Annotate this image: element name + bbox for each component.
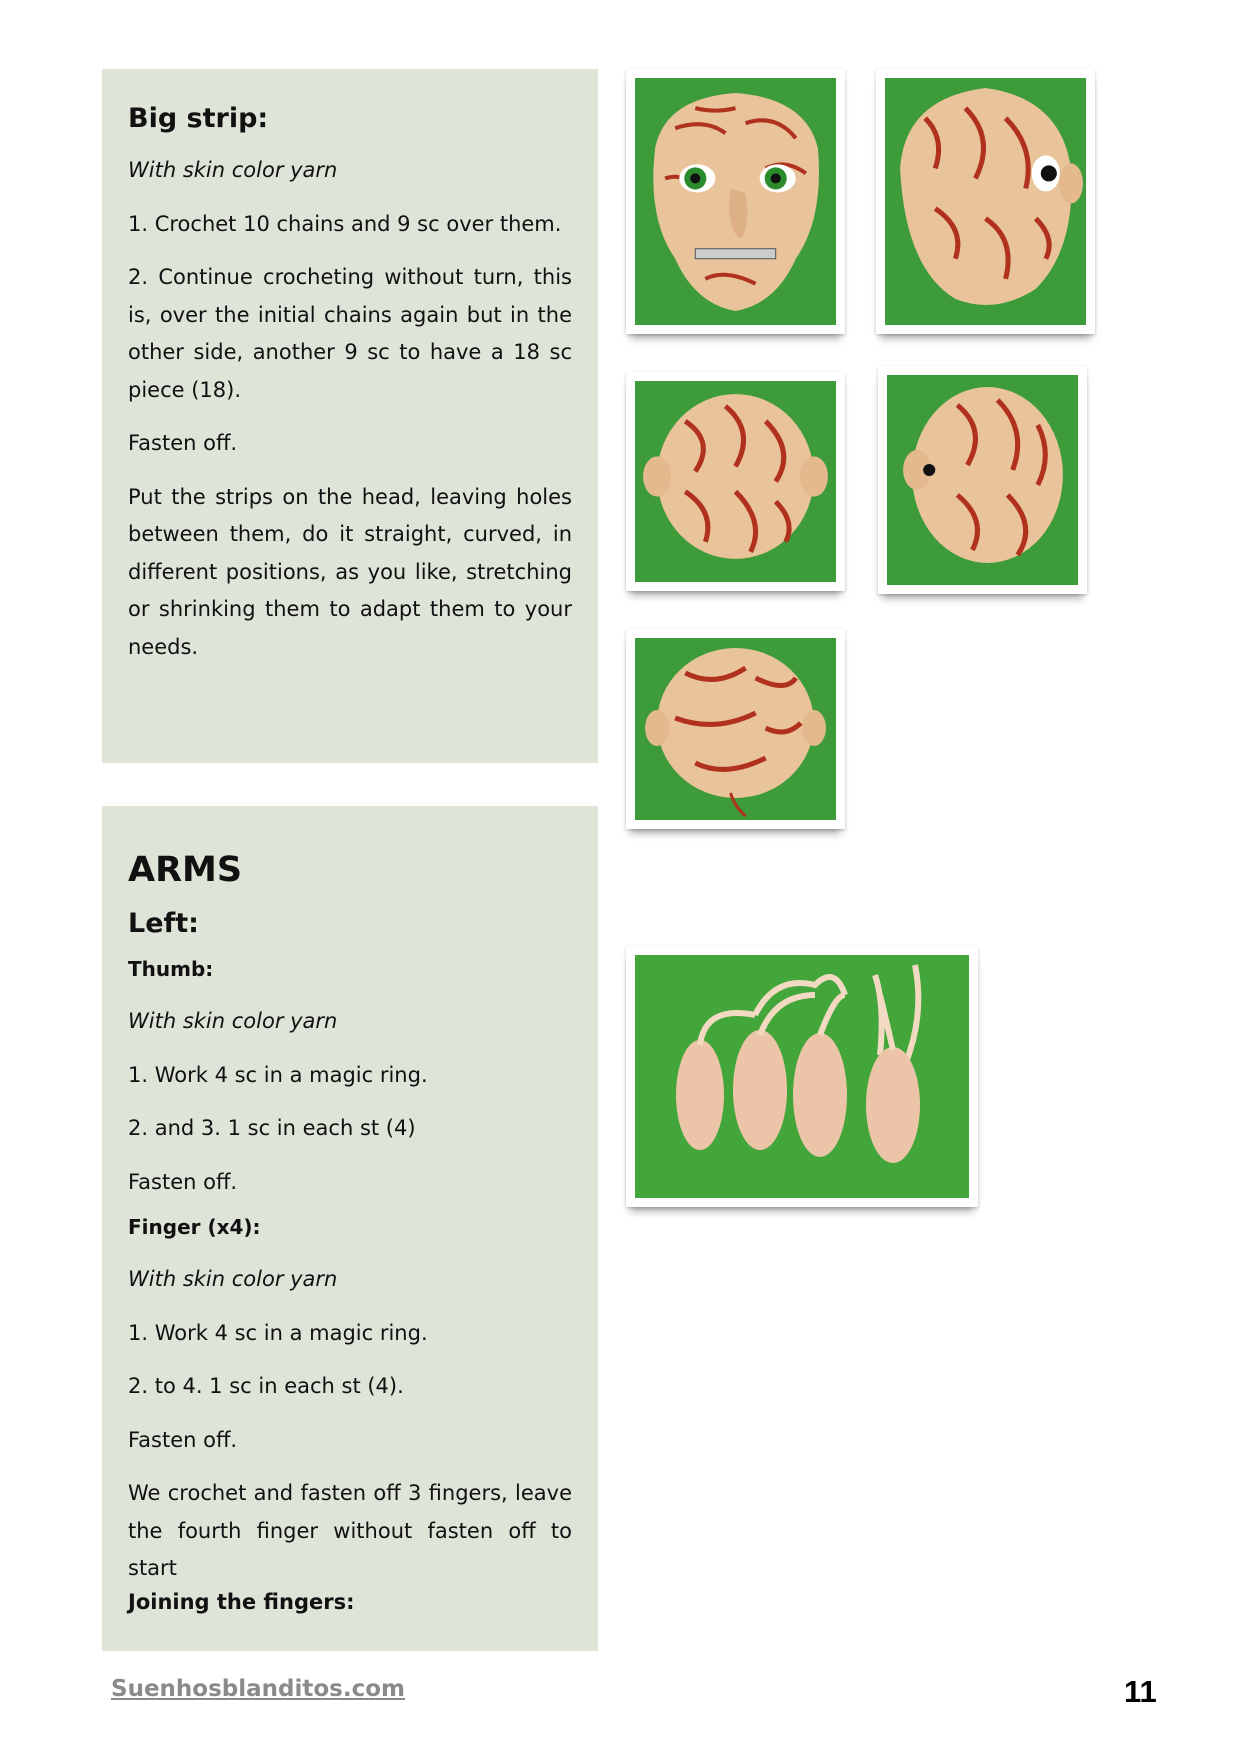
- finger-step-2: 2. to 4. 1 sc in each st (4).: [128, 1374, 404, 1398]
- head-bottom-photo: [626, 629, 845, 829]
- thumb-step-1: 1. Work 4 sc in a magic ring.: [128, 1062, 428, 1087]
- big-strip-yarn: With skin color yarn: [128, 158, 338, 182]
- head-front-photo: [626, 69, 845, 334]
- finger-step-1: 1. Work 4 sc in a magic ring.: [128, 1320, 428, 1345]
- page-number: 11: [1124, 1674, 1157, 1709]
- head-back-photo: [626, 372, 845, 591]
- thumb-yarn: With skin color yarn: [128, 1009, 338, 1033]
- thumb-step-2: 2. and 3. 1 sc in each st (4): [128, 1116, 416, 1140]
- big-strip-fasten: Fasten off.: [128, 431, 238, 455]
- fingers-photo: [626, 946, 978, 1207]
- arms-heading: ARMS: [128, 850, 243, 890]
- big-strip-panel: [102, 69, 598, 763]
- head-three-quarter-photo: [878, 366, 1087, 594]
- finger-yarn: With skin color yarn: [128, 1267, 338, 1291]
- big-strip-step-2: 2. Continue crocheting without turn, this is, over the initial chains again but in the other side, another 9 sc to have a 18 sc piece (18).: [128, 265, 572, 402]
- join-heading: Joining the fingers:: [128, 1589, 355, 1614]
- big-strip-step-1: 1. Crochet 10 chains and 9 sc over them.: [128, 211, 562, 236]
- left-heading: Left:: [128, 908, 199, 939]
- finger-heading: Finger (x4):: [128, 1215, 261, 1239]
- thumb-heading: Thumb:: [128, 957, 214, 981]
- big-strip-note: Put the strips on the head, leaving holes between them, do it straight, curved, in different positions, as you like, stretching or shrinking them to adapt them to your needs.: [128, 484, 572, 659]
- head-side-photo: [876, 69, 1095, 334]
- thumb-fasten: Fasten off.: [128, 1169, 238, 1194]
- big-strip-heading: Big strip:: [128, 103, 269, 134]
- finger-fasten: Fasten off.: [128, 1427, 238, 1452]
- arms-panel: [102, 806, 598, 1651]
- footer-site-link[interactable]: Suenhosblanditos.com: [111, 1676, 405, 1702]
- join-text: We crochet and fasten off 3 fingers, leave the fourth finger without fasten off to start: [128, 1481, 572, 1580]
